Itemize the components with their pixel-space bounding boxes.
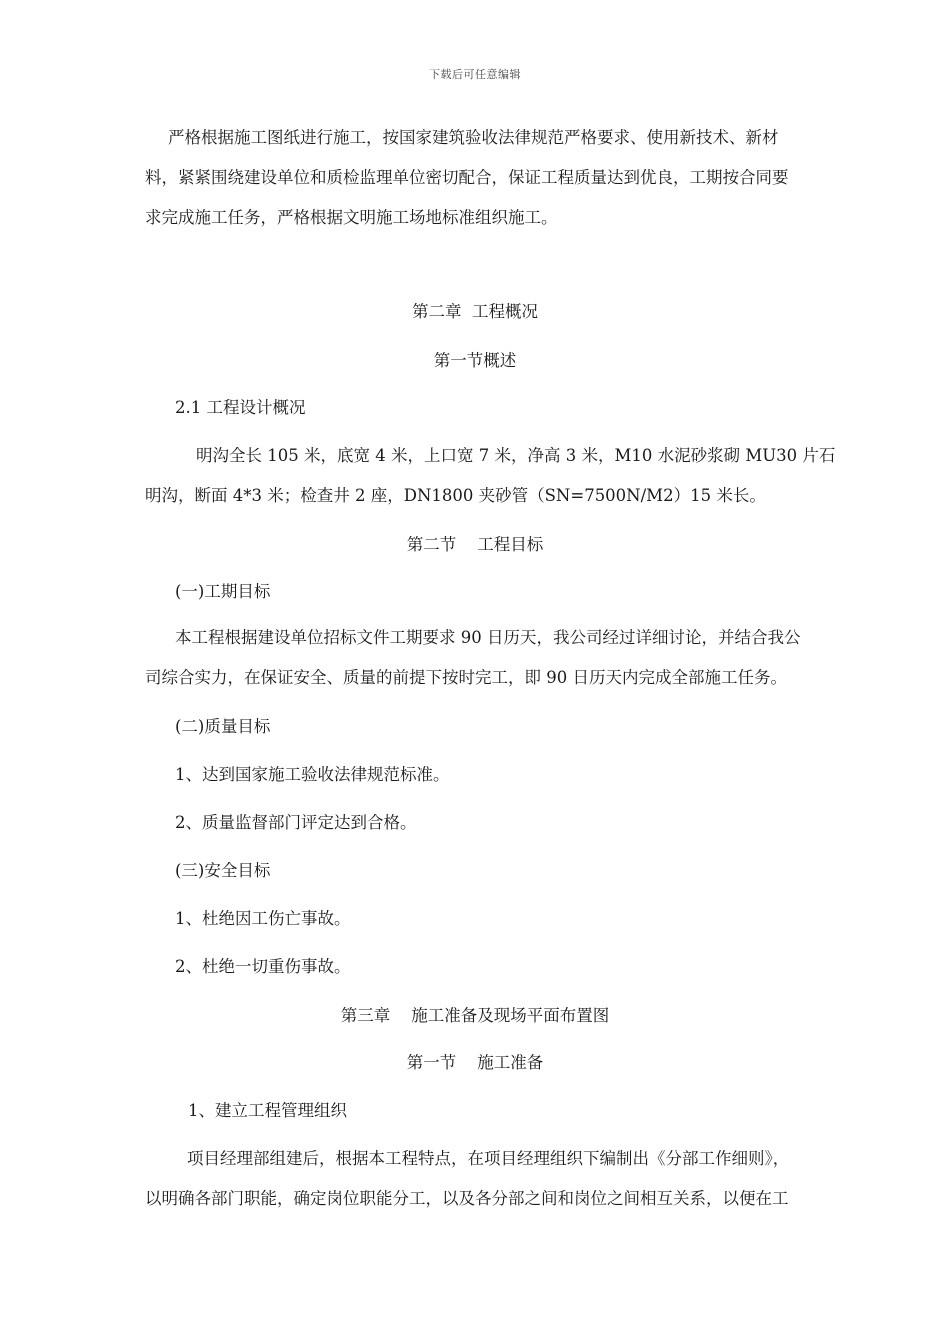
intro-paragraph-line-3: 求完成施工任务，严格根据文明施工场地标准组织施工。 [145,208,558,227]
intro-paragraph-line-2: 料，紧紧围绕建设单位和质检监理单位密切配合，保证工程质量达到优良，工期按合同要 [145,168,789,187]
chapter-2-title: 第二章 工程概况 [412,302,538,321]
item-1-line-2: 以明确各部门职能，确定岗位职能分工，以及各分部之间和岗位之间相互关系，以便在工 [145,1189,789,1208]
item-1-heading: 1、建立工程管理组织 [188,1101,347,1120]
goal-1-heading: (一)工期目标 [175,582,271,601]
subsection-2-1-heading: 2.1 工程设计概况 [175,398,306,417]
goal-2-item-1: 1、达到国家施工验收法律规范标准。 [175,765,450,784]
goal-3-item-2: 2、杜绝一切重伤事故。 [175,957,351,976]
subsection-2-1-line-1: 明沟全长 105 米，底宽 4 米，上口宽 7 米，净高 3 米，M10 水泥砂浆砌 MU30 片石 [196,446,836,465]
goal-1-line-1: 本工程根据建设单位招标文件工期要求 90 日历天，我公司经过详细讨论，并结合我公 [175,628,801,647]
chapter-2-section-2-title: 第二节 工程目标 [406,535,544,554]
subsection-2-1-line-2: 明沟，断面 4*3 米；检查井 2 座，DN1800 夹砂管（SN=7500N/M2）15 米长。 [145,486,766,505]
page-header-note: 下载后可任意编辑 [429,68,521,81]
intro-paragraph-line-1: 严格根据施工图纸进行施工，按国家建筑验收法律规范严格要求、使用新技术、新材 [168,128,779,147]
goal-2-heading: (二)质量目标 [175,717,271,736]
goal-1-line-2: 司综合实力，在保证安全、质量的前提下按时完工，即 90 日历天内完成全部施工任务。 [145,668,787,687]
goal-3-item-1: 1、杜绝因工伤亡事故。 [175,909,351,928]
chapter-3-title: 第三章 施工准备及现场平面布置图 [340,1006,610,1025]
goal-3-heading: (三)安全目标 [175,861,271,880]
goal-2-item-2: 2、质量监督部门评定达到合格。 [175,813,417,832]
item-1-line-1: 项目经理部组建后，根据本工程特点，在项目经理组织下编制出《分部工作细则》， [187,1149,790,1168]
chapter-2-section-1-title: 第一节概述 [433,351,517,370]
chapter-3-section-1-title: 第一节 施工准备 [406,1053,544,1072]
